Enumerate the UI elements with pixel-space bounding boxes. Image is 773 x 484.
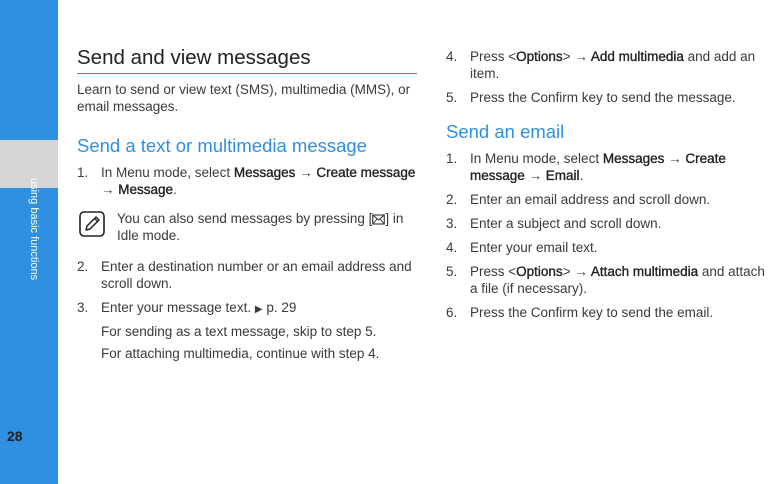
section-label: using basic functions <box>28 178 40 281</box>
right-column <box>446 48 771 321</box>
section-send-text-multimedia <box>77 135 417 362</box>
list-item: 5. Press <Options> → Attach multimedia and attach a file (if necessary). <box>446 264 765 296</box>
section-send-email <box>446 121 771 321</box>
list-item: 6. Press the Confirm key to send the email. <box>446 305 714 320</box>
list-item: 1. In Menu mode, select Messages → Create message → Email. <box>446 151 726 183</box>
list-item: 2. Enter a destination number or an email address and scroll down. <box>77 259 412 291</box>
left-column <box>77 46 417 362</box>
list-item: 4. Enter your email text. <box>446 240 598 255</box>
steps-list-continued <box>446 48 771 106</box>
list-item: 1. In Menu mode, select Messages → Create message → Message. <box>77 165 416 197</box>
list-item: 2. Enter an email address and scroll down. <box>446 192 711 207</box>
steps-list <box>446 150 771 321</box>
page-title: Send and view messages <box>77 46 417 74</box>
steps-list-cont <box>77 258 417 362</box>
note-box: You can also send messages by pressing [ ] in Idle mode. <box>77 210 417 244</box>
section-heading: Send an email <box>446 121 565 142</box>
list-item: 3. Enter your message text. ▶ p. 29 For sending as a text message, skip to step 5. For attaching multimedia, continue with step 4. <box>77 300 380 361</box>
page-ref-arrow-icon: ▶ <box>254 304 263 315</box>
section-heading: Send a text or multimedia message <box>77 135 367 156</box>
list-item: 4. Press <Options> → Add multimedia and add an item. <box>446 49 756 81</box>
intro-text: Learn to send or view text (SMS), multimedia (MMS), or email messages. <box>77 82 411 114</box>
page-number: 28 <box>7 428 23 444</box>
page-reference: p. 29 <box>266 300 297 315</box>
sidebar <box>0 0 58 484</box>
note-pencil-icon <box>79 211 105 237</box>
steps-list <box>77 164 417 198</box>
envelope-icon <box>372 214 385 225</box>
list-item: 5. Press the Confirm key to send the message. <box>446 90 736 105</box>
list-item: 3. Enter a subject and scroll down. <box>446 216 662 231</box>
